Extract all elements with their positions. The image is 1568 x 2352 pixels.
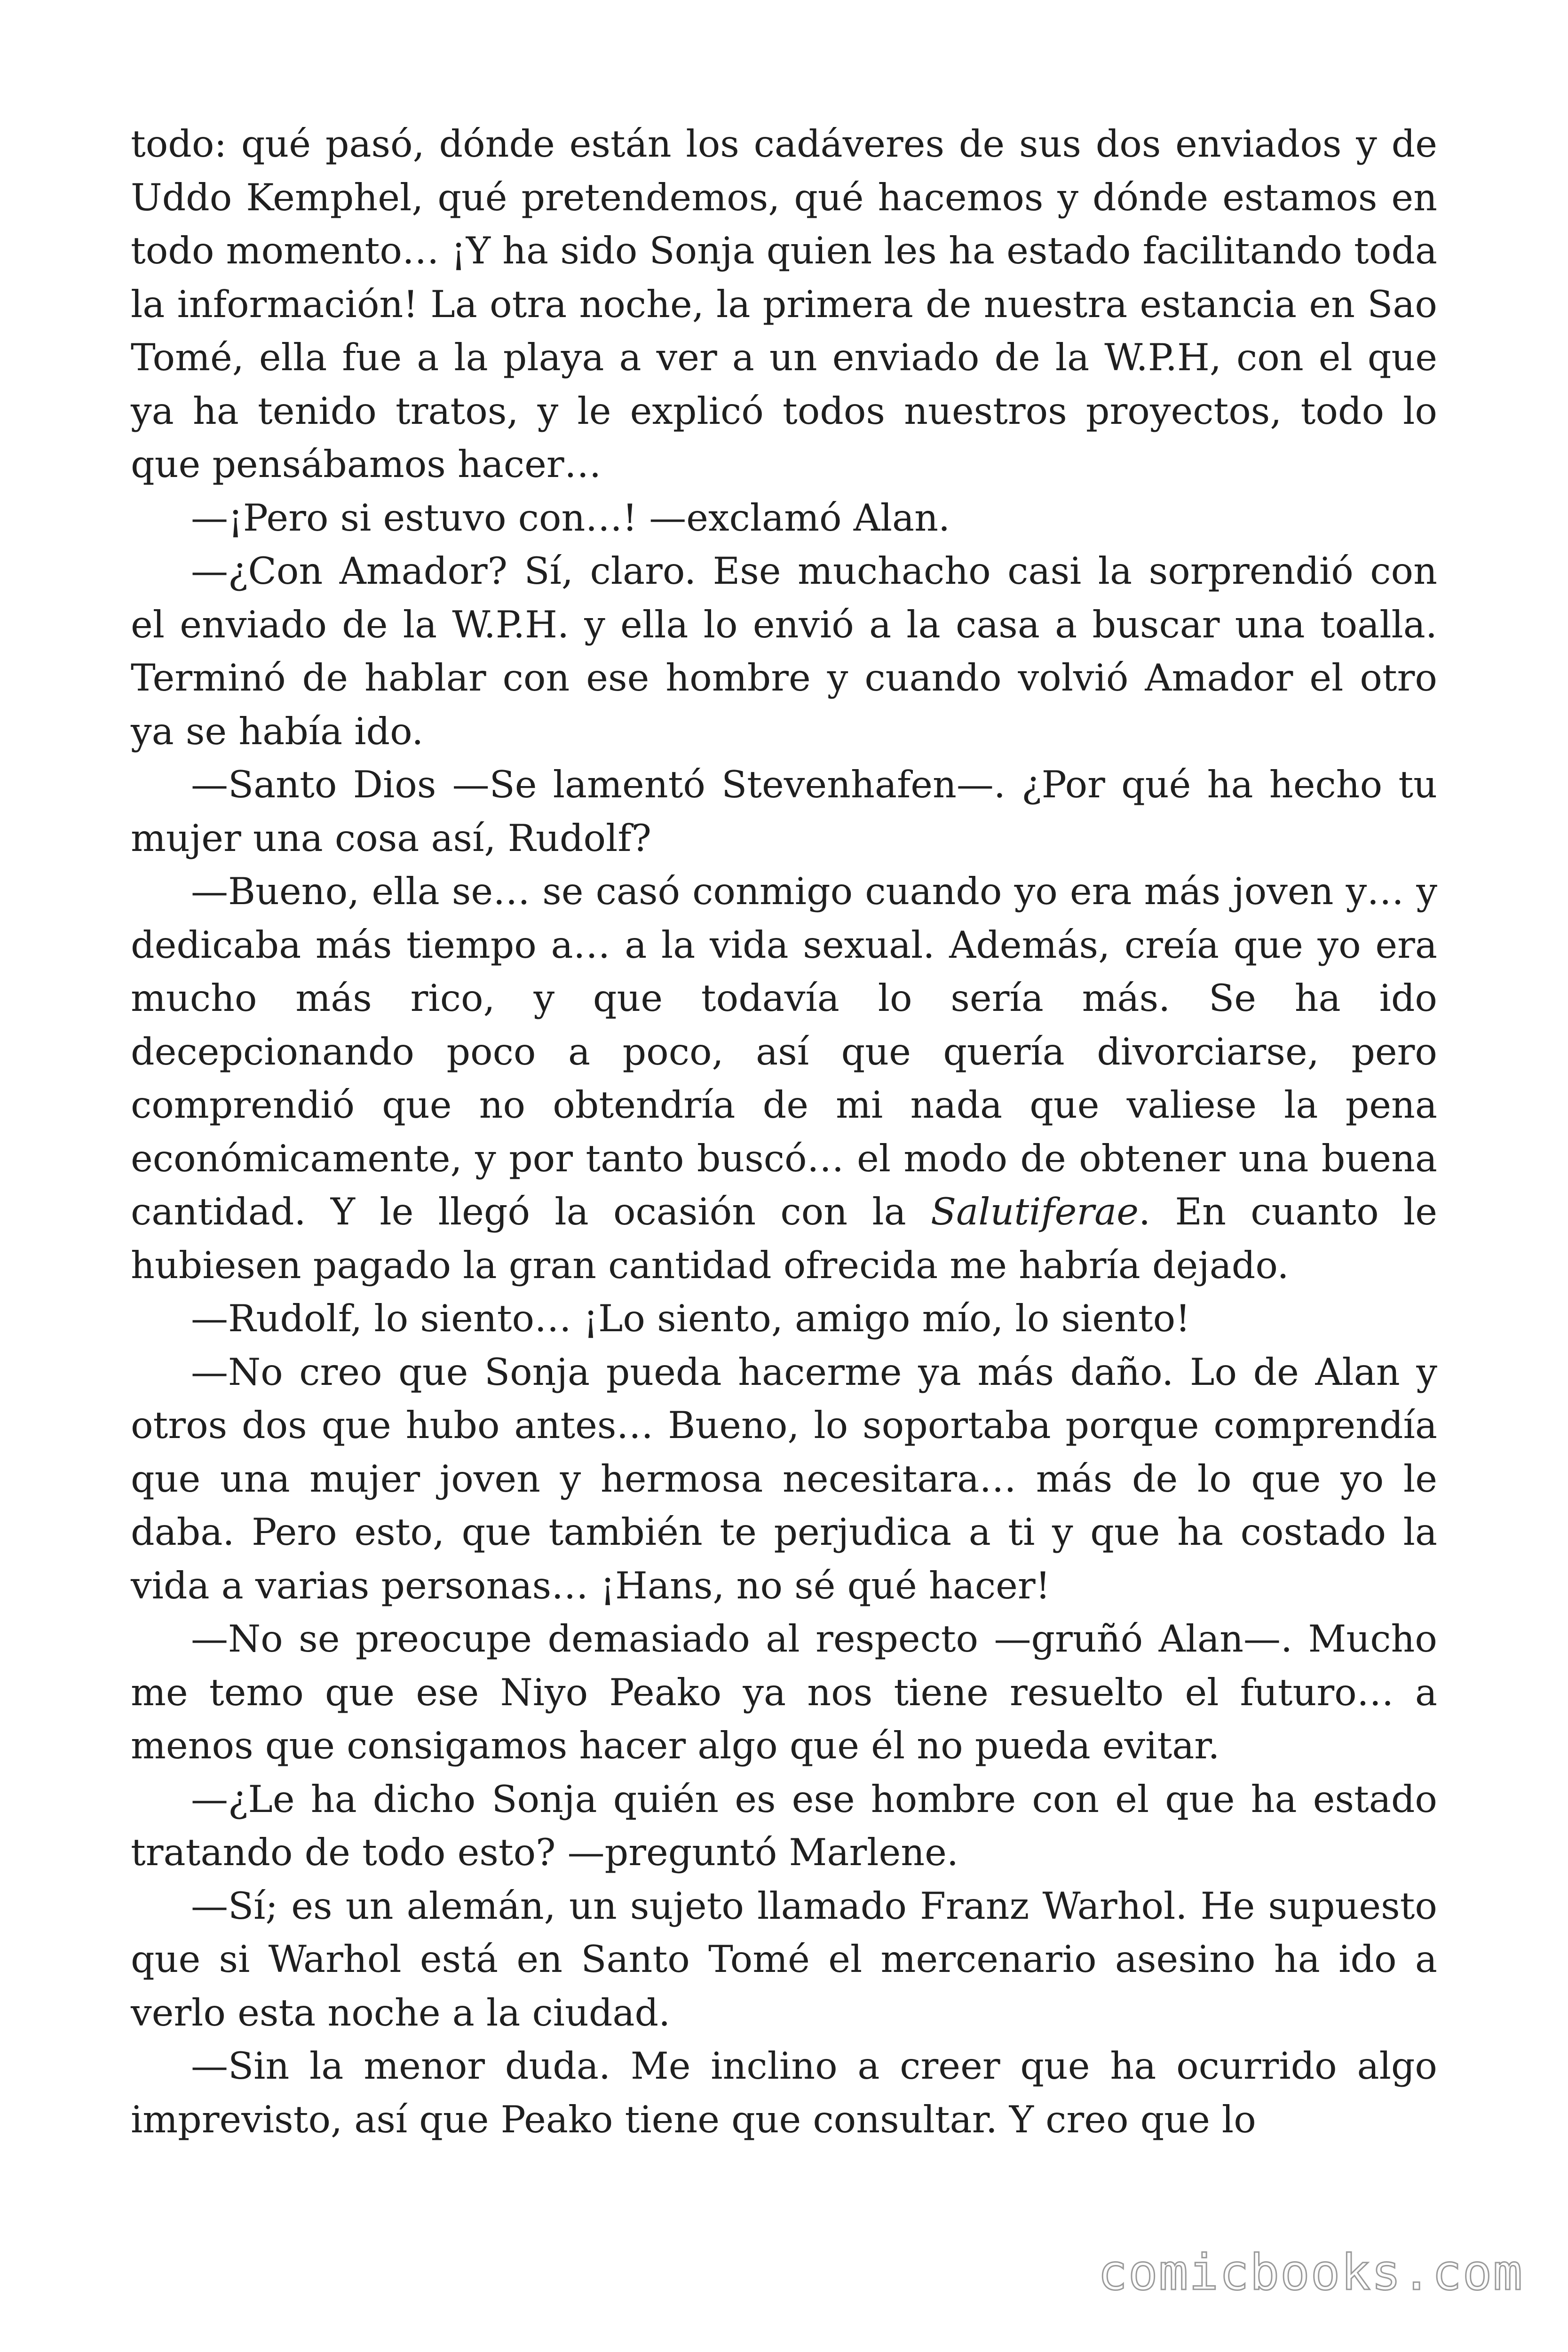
paragraph-10: —Sí; es un alemán, un sujeto llamado Franz Warhol. He supuesto que si Warhol está en Santo Tomé el mercenario asesino ha ido a verlo esta noche a la ciudad. [131,1884,1437,2034]
page-text [131,118,1437,2146]
paragraph-1: todo: qué pasó, dónde están los cadáveres de sus dos enviados y de Uddo Kemphel, qué pretendemos, qué hacemos y dónde estamos en todo momento… ¡Y ha sido Sonja quien les ha estado facilitando toda la información! La otra noche, la primera de nuestra estancia en Sao Tomé, ella fue a la playa a ver a un enviado de la W.P.H, con el que ya ha tenido tratos, y le explicó todos nuestros proyectos, todo lo que pensábamos hacer… [131,122,1437,486]
paragraph-5 [131,865,1437,1292]
paragraph-4: —Santo Dios —Se lamentó Stevenhafen—. ¿Por qué ha hecho tu mujer una cosa así, Rudolf? [131,763,1437,860]
paragraph-3: —¿Con Amador? Sí, claro. Ese muchacho casi la sorprendió con el enviado de la W.P.H. y ella lo envió a la casa a buscar una toalla. Terminó de hablar con ese hombre y cuando volvió Amador el otro ya se había ido. [131,549,1437,753]
watermark: comicbooks.com [1098,2244,1523,2301]
paragraph-5-italic: Salutiferae [931,1190,1139,1233]
paragraph-5-after: . En cuanto le hubiesen pagado la gran cantidad ofrecida me habría dejado. [131,1190,1437,1287]
paragraph-2: —¡Pero si estuvo con…! —exclamó Alan. [191,496,950,540]
paragraph-7: —No creo que Sonja pueda hacerme ya más daño. Lo de Alan y otros dos que hubo antes… Bueno, lo soportaba porque comprendía que una mujer joven y hermosa necesitara… más de lo que yo le daba. Pero esto, que también te perjudica a ti y que ha costado la vida a varias personas… ¡Hans, no sé qué hacer! [131,1350,1437,1607]
paragraph-9: —¿Le ha dicho Sonja quién es ese hombre con el que ha estado tratando de todo esto? —preguntó Marlene. [131,1777,1437,1874]
paragraph-5-before: —Bueno, ella se… se casó conmigo cuando yo era más joven y… y dedicaba más tiempo a… a la vida sexual. Además, creía que yo era mucho más rico, y que todavía lo sería más. Se ha ido decepcionando poco a poco, así que quería divorciarse, pero comprendió que no obtendría de mi nada que valiese la pena económicamente, y por tanto buscó… el modo de obtener una buena cantidad. Y le llegó la ocasión con la [131,870,1437,1233]
paragraph-6: —Rudolf, lo siento… ¡Lo siento, amigo mío, lo siento! [191,1297,1190,1340]
paragraph-11: —Sin la menor duda. Me inclino a creer que ha ocurrido algo imprevisto, así que Peako tiene que consultar. Y creo que lo [131,2044,1437,2141]
paragraph-8: —No se preocupe demasiado al respecto —gruñó Alan—. Mucho me temo que ese Niyo Peako ya nos tiene resuelto el futuro… a menos que consigamos hacer algo que él no pueda evitar. [131,1617,1437,1767]
